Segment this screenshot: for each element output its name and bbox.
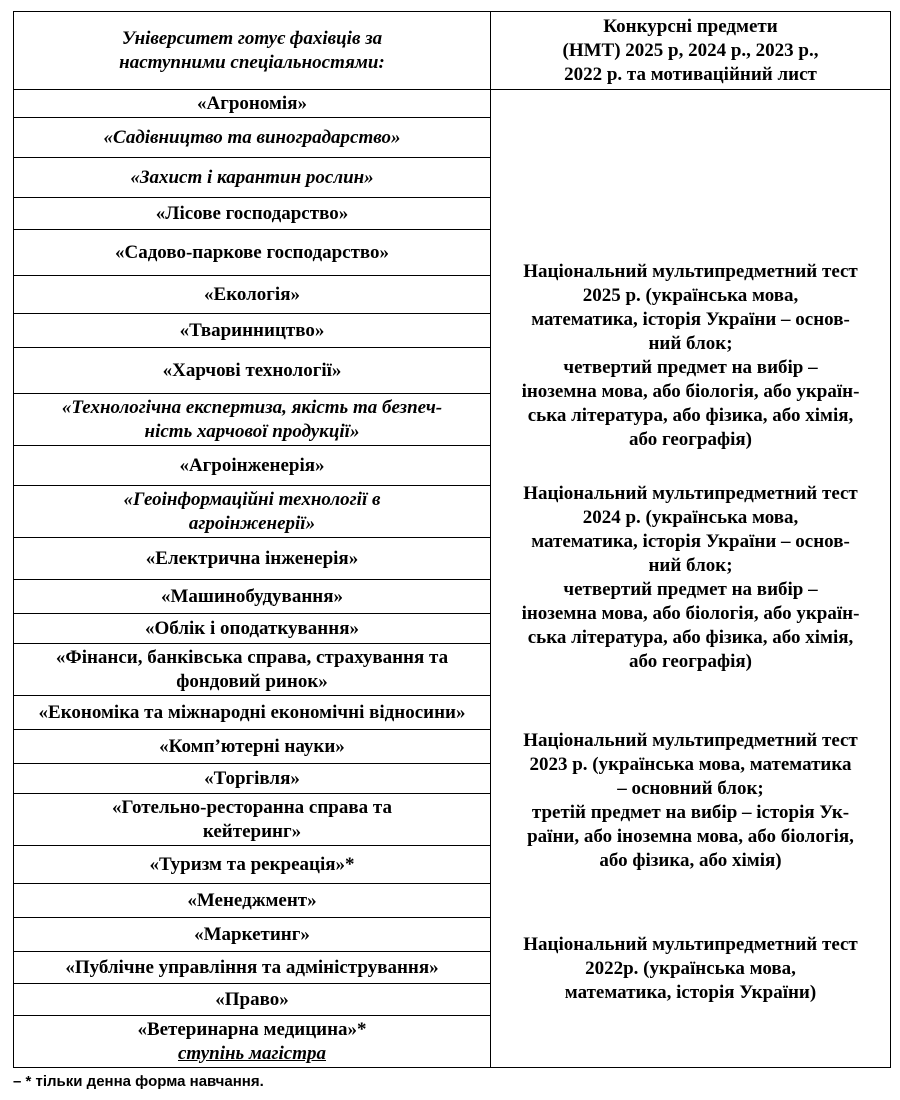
specialty-name: «Менеджмент»	[187, 889, 317, 911]
specialty-cell	[14, 230, 491, 276]
specialty-name: «Лісове господарство»	[155, 202, 349, 224]
specialty-name: «Харчові технології»	[162, 359, 342, 381]
specialty-name: «Економіка та міжнародні економічні відносини»	[38, 701, 466, 723]
requirement-line: третій предмет на вибір – історія Ук-	[531, 802, 850, 823]
requirement-line: або географія)	[628, 429, 753, 450]
specialty-cell	[14, 314, 491, 348]
specialty-cell	[14, 764, 491, 794]
specialty-cell	[14, 696, 491, 730]
specialty-line: «Фінанси, банківська справа, страхування та	[55, 646, 449, 668]
specialty-name: «Садівництво та виноградарство»	[103, 126, 401, 148]
specialty-cell	[14, 538, 491, 580]
specialty-cell	[14, 580, 491, 614]
requirement-line: Національний мультипредметний тест	[523, 261, 858, 282]
requirement-line: Національний мультипредметний тест	[523, 730, 858, 751]
degree-note: ступінь магістра	[177, 1042, 327, 1064]
specialty-cell	[14, 730, 491, 764]
specialty-name: «Торгівля»	[204, 767, 300, 789]
requirement-line: або фізика, або хімія)	[599, 850, 782, 871]
requirement-line: 2022р. (українська мова,	[585, 958, 796, 979]
specialty-name: «Маркетинг»	[194, 923, 310, 945]
requirement-line: ний блок;	[648, 333, 733, 354]
specialty-name: «Садово-паркове господарство»	[114, 241, 390, 263]
specialty-name: «Агрономія»	[196, 92, 307, 114]
specialty-cell	[14, 486, 491, 538]
specialties-table	[13, 11, 891, 1068]
specialty-cell	[14, 884, 491, 918]
requirement-line: іноземна мова, або біологія, або україн-	[521, 381, 860, 402]
requirement-line: Національний мультипредметний тест	[523, 934, 858, 955]
specialty-name: «Машинобудування»	[161, 585, 343, 607]
specialty-line: фондовий ринок»	[176, 670, 328, 692]
specialty-cell	[14, 614, 491, 644]
specialty-cell	[14, 118, 491, 158]
specialty-name: «Публічне управління та адміністрування»	[65, 956, 439, 978]
requirement-block	[497, 729, 884, 873]
specialty-line: кейтеринг»	[202, 820, 302, 842]
specialty-name: «Захист і карантин рослин»	[130, 166, 374, 188]
requirement-line: іноземна мова, або біологія, або україн-	[521, 603, 860, 624]
requirement-line: математика, історія України – основ-	[531, 309, 850, 330]
specialty-cell	[14, 198, 491, 230]
requirement-line: математика, історія України)	[564, 982, 817, 1003]
header-specialties	[14, 12, 491, 90]
specialty-name: «Агроінженерія»	[179, 454, 325, 476]
specialty-line: ність харчової продукції»	[144, 420, 360, 442]
header-specialties-line: наступними спеціальностями:	[119, 51, 385, 73]
requirement-line: – основний блок;	[617, 778, 764, 799]
table-row	[14, 90, 891, 118]
requirement-line: 2023 р. (українська мова, математика	[529, 754, 852, 775]
requirements-cell	[491, 90, 891, 1068]
specialty-name: «Облік і оподаткування»	[145, 617, 359, 639]
requirement-block	[497, 933, 884, 1005]
specialty-name: «Ветеринарна медицина»*	[137, 1018, 367, 1040]
header-subjects-line: Конкурсні предмети	[603, 15, 778, 37]
specialty-cell	[14, 794, 491, 846]
specialty-cell	[14, 446, 491, 486]
specialty-cell	[14, 348, 491, 394]
requirement-line: або географія)	[628, 651, 753, 672]
specialty-cell	[14, 1016, 491, 1068]
specialty-name: «Туризм та рекреація»*	[149, 853, 355, 875]
specialty-cell	[14, 644, 491, 696]
requirement-line: ний блок;	[648, 555, 733, 576]
specialty-line: «Технологічна експертиза, якість та безпеч-	[61, 396, 443, 418]
specialty-cell	[14, 984, 491, 1016]
specialty-name: «Комп’ютерні науки»	[159, 735, 345, 757]
header-subjects-line: 2022 р. та мотиваційний лист	[564, 63, 817, 85]
specialty-cell	[14, 846, 491, 884]
requirement-line: Національний мультипредметний тест	[523, 483, 858, 504]
specialty-name: «Тваринництво»	[179, 319, 325, 341]
specialty-cell	[14, 394, 491, 446]
specialty-cell	[14, 90, 491, 118]
requirement-line: ська література, або фізика, або хімія,	[527, 627, 854, 648]
footnote: – * тільки денна форма навчання.	[13, 1073, 264, 1090]
specialty-name: «Право»	[215, 988, 289, 1010]
specialty-cell	[14, 276, 491, 314]
specialty-line: агроінженерії»	[188, 512, 316, 534]
requirement-line: четвертий предмет на вибір –	[563, 579, 818, 600]
specialty-cell	[14, 952, 491, 984]
requirement-block	[497, 260, 884, 452]
requirement-block	[497, 482, 884, 674]
header-row	[14, 12, 891, 90]
requirement-line: раїни, або іноземна мова, або біологія,	[527, 826, 854, 847]
requirement-line: математика, історія України – основ-	[531, 531, 850, 552]
specialty-line: «Геоінформаційні технології в	[123, 488, 381, 510]
specialty-line: «Готельно-ресторанна справа та	[112, 796, 392, 818]
specialty-name: «Екологія»	[204, 283, 300, 305]
requirement-line: 2025 р. (українська мова,	[582, 285, 799, 306]
requirement-line: 2024 р. (українська мова,	[582, 507, 799, 528]
header-subjects	[491, 12, 891, 90]
specialty-cell	[14, 918, 491, 952]
requirement-line: ська література, або фізика, або хімія,	[527, 405, 854, 426]
header-subjects-line: (НМТ) 2025 р, 2024 р., 2023 р.,	[562, 39, 819, 61]
header-specialties-line: Університет готує фахівців за	[121, 27, 383, 49]
specialty-cell	[14, 158, 491, 198]
specialty-name: «Електрична інженерія»	[145, 547, 359, 569]
requirement-line: четвертий предмет на вибір –	[563, 357, 818, 378]
